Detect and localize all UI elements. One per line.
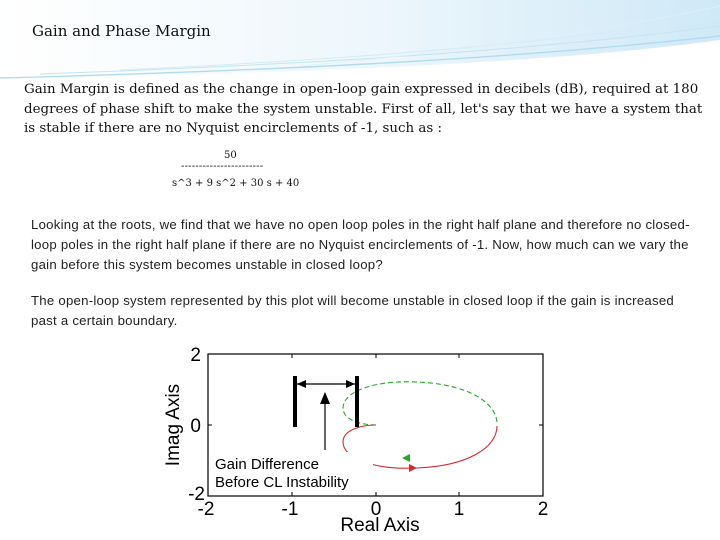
x-tick-label: 2 (537, 499, 549, 520)
x-tick-label: 1 (453, 499, 465, 520)
instability-paragraph: The open-loop system represented by this plot will become unstable in closed loop if the gain is increased past a certain boundary. (31, 293, 674, 328)
x-tick-label: 0 (370, 499, 382, 520)
header-decoration (0, 0, 720, 82)
annotation-line-1: Gain Difference (215, 456, 319, 473)
x-tick-label: -1 (281, 499, 299, 520)
roots-paragraph: Looking at the roots, we find that we have no open loop poles in the right half plane and therefore no closed-loop poles in the right half plane if there are no Nyquist encirclements of -1. Now, how much can we vary the gain before this system becomes unstable in closed loop? (31, 217, 690, 272)
transfer-function-numerator: 50 (224, 150, 237, 161)
y-tick-label: -2 (188, 484, 205, 505)
transfer-function-denominator: s^3 + 9 s^2 + 30 s + 40 (172, 178, 300, 189)
transfer-function-fraction-bar: ----------------------- (181, 161, 264, 172)
x-tick-label: -2 (197, 499, 215, 520)
y-tick-label: 2 (190, 345, 201, 366)
y-tick-label: 0 (190, 416, 201, 437)
slide-title: Gain and Phase Margin (32, 22, 211, 40)
x-axis-label: Real Axis (340, 515, 420, 536)
y-axis-label: Imag Axis (163, 383, 184, 467)
gain-margin-definition: Gain Margin is defined as the change in open-loop gain expressed in decibels (dB), required at 180 degrees of phase shift to make the system unstable. First of all, let's say that we have a system that is stable if there are no Nyquist encirclements of -1, such as : (24, 82, 703, 136)
annotation-line-2: Before CL Instability (215, 474, 349, 491)
nyquist-plot (155, 332, 587, 540)
